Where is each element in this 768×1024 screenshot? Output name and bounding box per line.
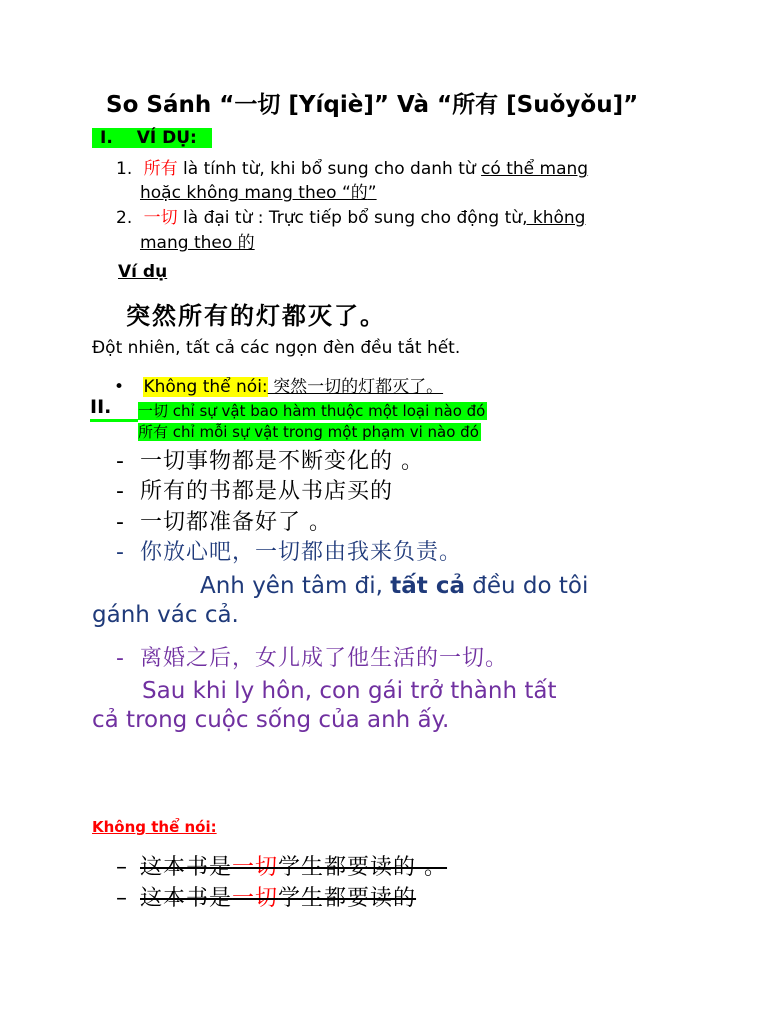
item-1-text-a: là tính từ, khi bổ sung cho danh từ: [177, 159, 482, 179]
cannot-say-label: Không thể nói:: [92, 818, 217, 836]
item-1-line-2: [140, 178, 377, 203]
example-vietnamese: Đột nhiên, tất cả các ngọn đèn đều tắt hết.: [92, 338, 461, 358]
translation-1-line-1: [200, 573, 588, 599]
dash-item-2-text: 所有的书都是从书店买的: [140, 479, 394, 504]
wrong-example-1-post: 学生都要读的 。: [278, 855, 448, 880]
item-2-line-1: [116, 203, 585, 228]
dash-icon: -: [116, 479, 125, 504]
dash-item-1: [116, 444, 424, 475]
dash-item-3-text: 一切都准备好了 。: [140, 510, 332, 535]
section-2-line-1: [138, 400, 487, 421]
example-chinese: 突然所有的灯都灭了。: [126, 302, 386, 330]
translation-2-line-2: cả trong cuộc sống của anh ấy.: [92, 707, 450, 733]
dash-icon: –: [116, 855, 128, 880]
wrong-example-1: [116, 850, 447, 881]
dash-item-5-text: 离婚之后，女儿成了他生活的一切。: [140, 646, 509, 671]
section-2-numeral: II.: [90, 396, 112, 418]
item-2-number: 2.: [116, 208, 133, 228]
translation-1-line-2: gánh vác cả.: [92, 602, 239, 628]
item-2-word: 一切: [143, 208, 178, 228]
section-2-highlight-strip: [90, 419, 138, 422]
bullet-dot-icon: •: [114, 377, 125, 397]
translation-1-part-b: tất cả: [390, 573, 465, 599]
item-1-text-b: có thể mang: [481, 159, 589, 179]
wrong-example-2-highlight: 一切: [232, 886, 279, 911]
dash-icon: -: [116, 646, 125, 671]
dash-item-3: [116, 505, 332, 536]
section-2-line-1-text: 一切 chỉ sự vật bao hàm thuộc một loại nào đó: [138, 402, 486, 420]
dash-item-1-text: 一切事物都是不断变化的 。: [140, 449, 424, 474]
section-1-heading: [92, 128, 212, 148]
section-1-title: VÍ DỤ:: [136, 128, 197, 148]
wrong-example-2-pre: 这本书是: [140, 886, 233, 911]
dash-item-4-text: 你放心吧，一切都由我来负责。: [140, 540, 463, 565]
item-2-line-2: [140, 228, 255, 253]
dash-icon: -: [116, 510, 125, 535]
wrong-example-1-pre: 这本书是: [140, 855, 233, 880]
item-1-line-1: [116, 154, 588, 179]
translation-1-part-a: Anh yên tâm đi,: [200, 573, 391, 599]
wrong-example-1-highlight: 一切: [232, 855, 279, 880]
item-1-text-c-end: ”: [367, 183, 377, 203]
example-label: Ví dụ: [118, 262, 168, 282]
bullet-label: Không thể nói:: [143, 377, 268, 397]
dash-icon: -: [116, 449, 125, 474]
section-2-line-2-text: 所有 chỉ mỗi sự vật trong một phạm vi nào đó: [138, 423, 479, 441]
dash-item-5: [116, 641, 508, 672]
item-2-text-b: , không: [522, 208, 586, 228]
page-title: So Sánh “一切 [Yíqiè]” Và “所有 [Suǒyǒu]”: [106, 92, 639, 118]
item-1-text-c: hoặc không mang theo “的: [140, 183, 368, 203]
wrong-example-2: [116, 881, 416, 912]
wrong-example-2-post: 学生都要读的: [278, 886, 417, 911]
item-1-number: 1.: [116, 159, 133, 179]
item-2-text-a: là đại từ : Trực tiếp bổ sung cho động từ: [177, 208, 523, 228]
item-1-word: 所有: [143, 159, 178, 179]
section-1-numeral: I.: [100, 128, 113, 148]
dash-icon: -: [116, 540, 125, 565]
section-2-line-2: [138, 421, 481, 442]
translation-1-part-c: đều do tôi: [464, 573, 589, 599]
dash-item-4: [116, 535, 462, 566]
bullet-text: 突然一切的灯都灭了。: [267, 377, 444, 397]
bullet-cannot-say: [114, 372, 443, 397]
translation-2-line-1: Sau khi ly hôn, con gái trở thành tất: [142, 678, 557, 704]
dash-icon: –: [116, 886, 128, 911]
dash-item-2: [116, 474, 393, 505]
item-2-text-c: mang theo 的: [140, 233, 255, 253]
